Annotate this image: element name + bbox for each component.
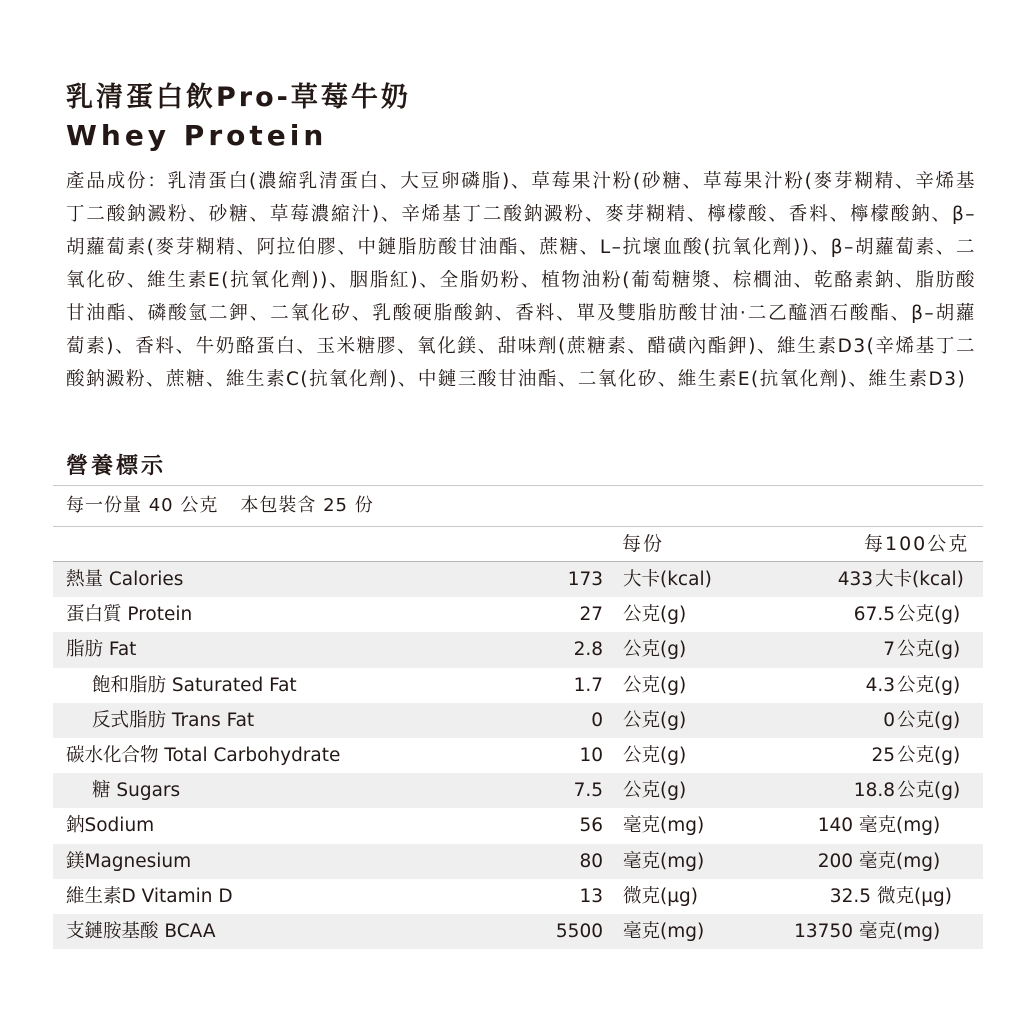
- unit-per-serving: 公克(g): [623, 639, 687, 661]
- unit-per-100g: 毫克(mg): [859, 850, 941, 872]
- nutrient-name: 脂肪 Fat: [66, 639, 137, 661]
- value-per-100g: 18.8: [853, 780, 895, 802]
- serving-size: 每一份量 40 公克: [66, 495, 219, 516]
- value-per-100g: 25: [871, 744, 895, 766]
- table-row-fat: [53, 632, 983, 667]
- value-per-serving: 2.8: [573, 639, 603, 661]
- unit-per-serving: 毫克(mg): [623, 815, 705, 837]
- nutrient-name: 鈉Sodium: [66, 815, 155, 837]
- divider-top: [53, 485, 983, 486]
- unit-per-serving: 公克(g): [623, 709, 687, 731]
- nutrient-name: 飽和脂肪 Saturated Fat: [92, 674, 297, 696]
- value-per-serving: 56: [579, 815, 603, 837]
- ingredients-text: 產品成份：乳清蛋白(濃縮乳清蛋白、大豆卵磷脂)、草莓果汁粉(砂糖、草莓果汁粉(麥芽糊精、辛烯基丁二酸鈉澱粉、砂糖、草莓濃縮汁)、辛烯基丁二酸鈉澱粉、麥芽糊精、檸檬酸、香料、檸檬酸鈉、β–胡蘿蔔素(麥芽糊精、阿拉伯膠、中鏈脂肪酸甘油酯、蔗糖、L–抗壞血酸(抗氧化劑))、β–胡蘿蔔素、二氧化矽、維生素E(抗氧化劑))、胭脂紅)、全脂奶粉、植物油粉(葡萄糖漿、棕櫚油、乾酪素鈉、脂肪酸甘油酯、磷酸氫二鉀、二氧化矽、乳酸硬脂酸鈉、香料、單及雙脂肪酸甘油·二乙醯酒石酸酯、β–胡蘿蔔素)、香料、牛奶酪蛋白、玉米糖膠、氧化鎂、甜味劑(蔗糖素、醋磺內酯鉀)、維生素D3(辛烯基丁二酸鈉澱粉、蔗糖、維生素C(抗氧化劑)、中鏈三酸甘油酯、二氧化矽、維生素E(抗氧化劑)、維生素D3): [66, 171, 976, 390]
- product-title-chinese: 乳清蛋白飲Pro-草莓牛奶: [66, 82, 411, 113]
- nutrition-table: [53, 562, 983, 949]
- value-per-100g: 32.5: [829, 885, 871, 907]
- unit-per-serving: 大卡(kcal): [623, 569, 712, 590]
- unit-per-100g: 公克(g): [897, 604, 961, 626]
- value-per-100g: 67.5: [853, 604, 895, 626]
- unit-per-100g: 大卡(kcal): [875, 569, 964, 590]
- serving-info: [66, 490, 374, 522]
- product-title-english: Whey Protein: [66, 119, 328, 152]
- table-row-bcaa: [53, 914, 983, 949]
- value-per-100g: 0: [883, 709, 895, 731]
- nutrient-name: 熱量 Calories: [66, 569, 184, 590]
- nutrient-name: 糖 Sugars: [92, 780, 181, 802]
- table-row-sodium: [53, 808, 983, 843]
- nutrient-name: 反式脂肪 Trans Fat: [92, 709, 255, 731]
- nutrient-name: 支鏈胺基酸 BCAA: [66, 920, 216, 942]
- value-per-serving: 1.7: [573, 674, 603, 696]
- nutrient-name: 碳水化合物 Total Carbohydrate: [66, 744, 341, 766]
- unit-per-serving: 公克(g): [623, 674, 687, 696]
- unit-per-100g: 微克(µg): [877, 885, 952, 907]
- table-row-saturated-fat: [53, 668, 983, 703]
- value-per-serving: 7.5: [573, 780, 603, 802]
- unit-per-serving: 公克(g): [623, 780, 687, 802]
- value-per-serving: 173: [567, 569, 603, 590]
- nutrition-facts-title: 營養標示: [66, 454, 167, 479]
- table-row-magnesium: [53, 844, 983, 879]
- unit-per-serving: 毫克(mg): [623, 850, 705, 872]
- value-per-serving: 0: [591, 709, 603, 731]
- nutrient-name: 蛋白質 Protein: [66, 604, 193, 626]
- nutrient-name: 鎂Magnesium: [66, 850, 192, 872]
- value-per-100g: 13750: [794, 920, 853, 942]
- value-per-100g: 433: [837, 569, 873, 590]
- table-row-sugars: [53, 773, 983, 808]
- unit-per-100g: 毫克(mg): [859, 815, 941, 837]
- unit-per-100g: 公克(g): [897, 674, 961, 696]
- table-row-vitamin-d: [53, 879, 983, 914]
- divider-header: [53, 526, 983, 527]
- table-row-calories: [53, 562, 983, 597]
- value-per-serving: 10: [579, 744, 603, 766]
- unit-per-serving: 公克(g): [623, 604, 687, 626]
- column-header-per-serving: 每份: [622, 533, 665, 555]
- value-per-100g: 200: [817, 850, 853, 872]
- value-per-serving: 5500: [555, 920, 603, 942]
- value-per-100g: 140: [817, 815, 853, 837]
- servings-per-package: 本包裝含 25 份: [240, 495, 374, 516]
- table-row-protein: [53, 597, 983, 632]
- table-row-trans-fat: [53, 703, 983, 738]
- unit-per-serving: 微克(µg): [623, 885, 698, 907]
- unit-per-100g: 毫克(mg): [859, 920, 941, 942]
- value-per-serving: 13: [579, 885, 603, 907]
- table-row-carbohydrate: [53, 738, 983, 773]
- unit-per-100g: 公克(g): [897, 744, 961, 766]
- value-per-serving: 27: [579, 604, 603, 626]
- unit-per-100g: 公克(g): [897, 709, 961, 731]
- unit-per-100g: 公克(g): [897, 639, 961, 661]
- unit-per-serving: 毫克(mg): [623, 920, 705, 942]
- unit-per-serving: 公克(g): [623, 744, 687, 766]
- value-per-100g: 7: [883, 639, 895, 661]
- nutrient-name: 維生素D Vitamin D: [66, 885, 233, 907]
- unit-per-100g: 公克(g): [897, 780, 961, 802]
- value-per-100g: 4.3: [865, 674, 895, 696]
- value-per-serving: 80: [579, 850, 603, 872]
- column-header-per-100g: 每100公克: [864, 533, 970, 555]
